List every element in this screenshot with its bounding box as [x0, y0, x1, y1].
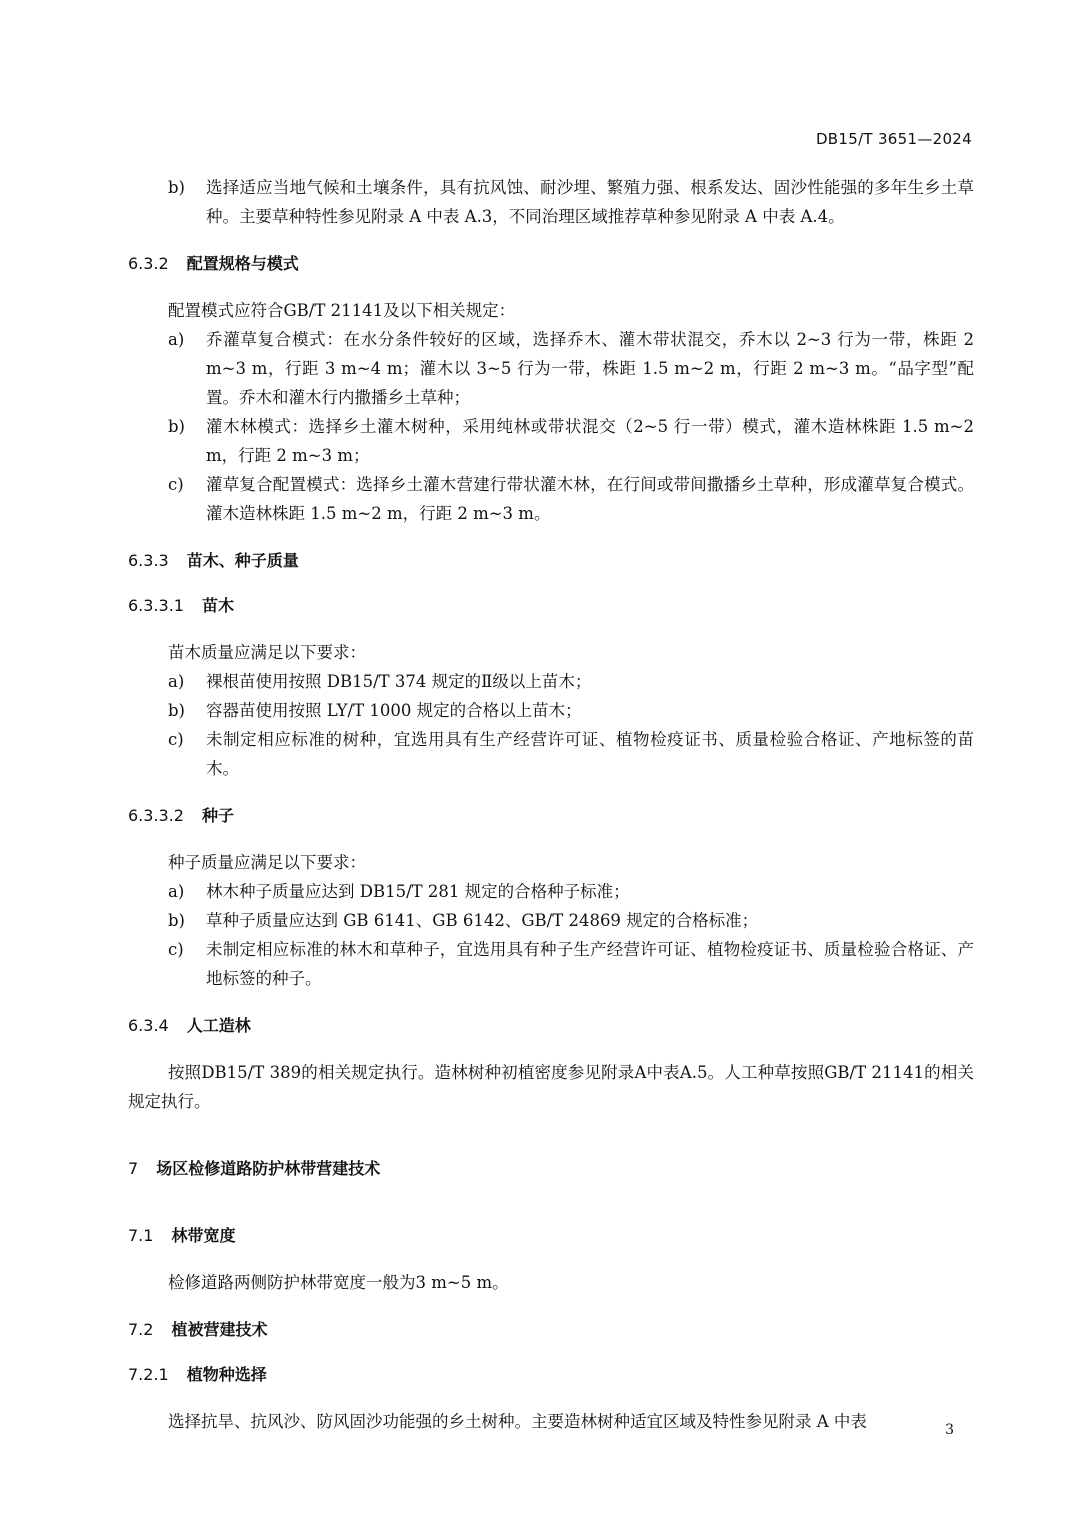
- section-title: 苗木: [201, 596, 234, 615]
- list-item-label: a): [168, 882, 185, 901]
- list-item-text: 未制定相应标准的林木和草种子，宜选用具有种子生产经营许可证、植物检疫证书、质量检验合格证、产地标签的种子。: [206, 940, 974, 988]
- list-item-text: 灌木林模式：选择乡土灌木树种，采用纯林或带状混交（2~5 行一带）模式，灌木造林株距 1.5 m~2 m，行距 2 m~3 m；: [206, 417, 974, 465]
- paragraph: 种子质量应满足以下要求：: [168, 853, 366, 872]
- list-item-text: 乔灌草复合模式：在水分条件较好的区域，选择乔木、灌木带状混交，乔木以 2~3 行为一带，株距 2 m~3 m，行距 3 m~4 m；灌木以 3~5 行为一带，株距 1.5 m~2 m，行距 2 m~3 m。“品字型”配置。乔木和灌木行内撒播乡土草种；: [206, 330, 974, 407]
- section-heading-6-3-2: [128, 249, 974, 278]
- section-heading-6-3-3: [128, 546, 974, 575]
- section-heading-7-2: [128, 1315, 974, 1344]
- list-item-label: b): [168, 178, 185, 197]
- section-number: 6.3.3: [128, 551, 169, 570]
- list-item-text: 未制定相应标准的树种，宜选用具有生产经营许可证、植物检疫证书、质量检验合格证、产地标签的苗木。: [206, 730, 974, 778]
- list-item: [128, 696, 974, 725]
- list-item: [128, 173, 974, 231]
- list-item-label: c): [168, 940, 184, 959]
- document-code-header: DB15/T 3651—2024: [815, 130, 972, 148]
- section-title: 配置规格与模式: [186, 254, 299, 273]
- section-heading-7-1: [128, 1221, 974, 1250]
- list-item: [128, 667, 974, 696]
- paragraph: 选择抗旱、抗风沙、防风固沙功能强的乡土树种。主要造林树种适宜区域及特性参见附录 A 中表: [168, 1412, 867, 1431]
- section-number: 7: [128, 1159, 139, 1178]
- section-title: 植物种选择: [186, 1365, 267, 1384]
- chapter-heading-7: [128, 1154, 974, 1183]
- list-item-text: 林木种子质量应达到 DB15/T 281 规定的合格种子标准；: [206, 882, 630, 901]
- list-item: [128, 725, 974, 783]
- section-heading-7-2-1: [128, 1360, 974, 1389]
- list-item-label: c): [168, 730, 184, 749]
- list-item-text: 裸根苗使用按照 DB15/T 374 规定的Ⅱ级以上苗木；: [206, 672, 592, 691]
- section-title: 林带宽度: [171, 1226, 236, 1245]
- section-number: 7.2.1: [128, 1365, 169, 1384]
- section-heading-6-3-3-2: [128, 801, 974, 830]
- section-number: 6.3.3.2: [128, 806, 184, 825]
- list-item-text: 选择适应当地气候和土壤条件，具有抗风蚀、耐沙埋、繁殖力强、根系发达、固沙性能强的多年生乡土草种。主要草种特性参见附录 A 中表 A.3，不同治理区域推荐草种参见附录 A 中表 A.4。: [206, 178, 974, 226]
- section-number: 7.2: [128, 1320, 154, 1339]
- list-item: [128, 470, 974, 528]
- list-item: [128, 906, 974, 935]
- section-number: 6.3.4: [128, 1016, 169, 1035]
- list-item-label: b): [168, 911, 185, 930]
- list-item-label: c): [168, 475, 184, 494]
- list-item-text: 草种子质量应达到 GB 6141、GB 6142、GB/T 24869 规定的合格标准；: [206, 911, 759, 930]
- list-item: [128, 325, 974, 412]
- paragraph: 配置模式应符合GB/T 21141及以下相关规定：: [168, 301, 516, 320]
- paragraph: 检修道路两侧防护林带宽度一般为3 m~5 m。: [168, 1273, 509, 1292]
- document-body: [128, 173, 974, 1436]
- list-item: [128, 877, 974, 906]
- section-heading-6-3-4: [128, 1011, 974, 1040]
- list-item-label: b): [168, 417, 185, 436]
- section-title: 苗木、种子质量: [186, 551, 299, 570]
- section-title: 植被营建技术: [171, 1320, 268, 1339]
- section-number: 7.1: [128, 1226, 154, 1245]
- list-item: [128, 412, 974, 470]
- section-title: 人工造林: [186, 1016, 251, 1035]
- section-number: 6.3.3.1: [128, 596, 184, 615]
- list-item: [128, 935, 974, 993]
- list-item-text: 容器苗使用按照 LY/T 1000 规定的合格以上苗木；: [206, 701, 582, 720]
- section-title: 场区检修道路防护林带营建技术: [156, 1159, 381, 1178]
- section-title: 种子: [201, 806, 234, 825]
- list-item-label: b): [168, 701, 185, 720]
- list-item-text: 灌草复合配置模式：选择乡土灌木营建行带状灌木林，在行间或带间撒播乡土草种，形成灌草复合模式。灌木造林株距 1.5 m~2 m，行距 2 m~3 m。: [206, 475, 974, 523]
- page-number: 3: [945, 1422, 954, 1438]
- list-item-label: a): [168, 330, 185, 349]
- list-item-label: a): [168, 672, 185, 691]
- paragraph: 苗木质量应满足以下要求：: [168, 643, 366, 662]
- section-number: 6.3.2: [128, 254, 169, 273]
- paragraph: 按照DB15/T 389的相关规定执行。造林树种初植密度参见附录A中表A.5。人工种草按照GB/T 21141的相关规定执行。: [128, 1063, 974, 1111]
- section-heading-6-3-3-1: [128, 591, 974, 620]
